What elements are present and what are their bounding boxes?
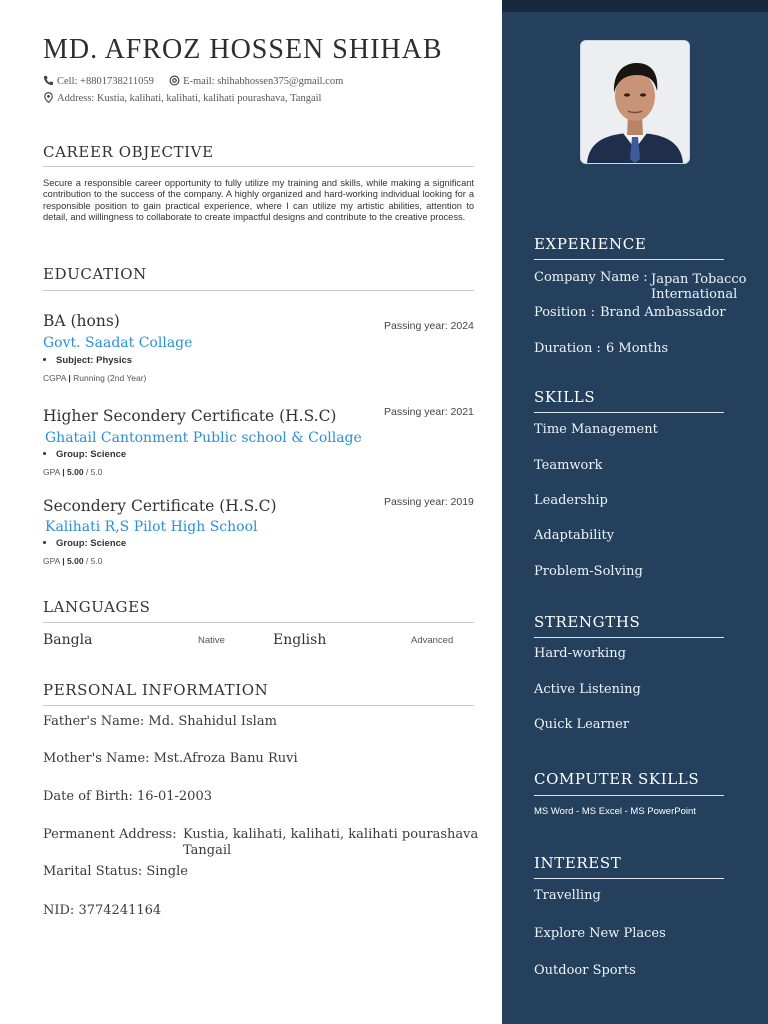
cell-label: Cell:: [57, 76, 78, 87]
skill-item: Teamwork: [534, 458, 603, 473]
position-label: Position :: [534, 305, 595, 320]
phone-icon: [43, 75, 54, 86]
position-value: Brand Ambassador: [600, 305, 726, 320]
contact-line: [43, 75, 343, 87]
education-degree: Higher Secondery Certificate (H.S.C): [43, 407, 337, 425]
computer-skills-text: MS Word - MS Excel - MS PowerPoint: [534, 806, 696, 817]
duration-label: Duration :: [534, 341, 601, 356]
education-passing-year: Passing year: 2024: [384, 320, 474, 332]
sidebar-top-strip: [502, 0, 768, 12]
company-line1: Japan Tobacco: [651, 272, 747, 287]
education-subject-text: Subject: Physics: [56, 355, 133, 366]
address-label: Address:: [57, 93, 95, 104]
skill-item: Leadership: [534, 493, 608, 508]
interest-title: INTEREST: [534, 854, 622, 872]
education-grade: GPA | 5.00 / 5.0: [43, 467, 103, 477]
permanent-address-line1: Kustia, kalihati, kalihati, kalihati pourashava: [183, 827, 479, 842]
language-level: Native: [198, 635, 225, 646]
nid-label: NID:: [43, 903, 75, 918]
bullet-dot: [43, 358, 46, 361]
bullet-dot: [43, 452, 46, 455]
education-grade: CGPA | Running (2nd Year): [43, 373, 147, 383]
email-value[interactable]: shihabhossen375@gmail.com: [217, 76, 344, 87]
father-name: Father's Name: Md. Shahidul Islam: [43, 714, 277, 729]
skill-item: Time Management: [534, 422, 658, 437]
interest-item: Outdoor Sports: [534, 963, 636, 978]
interest-item: Travelling: [534, 888, 601, 903]
divider: [43, 705, 474, 706]
education-passing-year: Passing year: 2021: [384, 406, 474, 418]
language-level: Advanced: [411, 635, 454, 646]
email-label: E-mail:: [183, 76, 215, 87]
experience-title: EXPERIENCE: [534, 235, 647, 253]
education-grade: GPA | 5.00 / 5.0: [43, 556, 103, 566]
career-objective-text: Secure a responsible career opportunity to fully utilize my training and skills, while making a significant contribution to the success of the company. A highly organized and hard-working individual looking for a responsible position to gain practical experience, where I can utilize my artistic abilities, attention to detail, and willingness to collaborate to create impactful designs and contribute to the creative process.: [43, 178, 474, 223]
skill-item: Adaptability: [534, 528, 615, 543]
grade-total: / 5.0: [85, 556, 103, 566]
divider: [43, 290, 474, 291]
education-passing-year: Passing year: 2019: [384, 496, 474, 508]
language-name: English: [273, 632, 327, 648]
duration-value: 6 Months: [606, 341, 669, 356]
grade-label: GPA: [43, 467, 60, 477]
education-subject: [43, 538, 126, 549]
grade-value: 5.00: [67, 467, 84, 477]
permanent-address-line2: Tangail: [183, 843, 232, 858]
nid: [43, 903, 161, 918]
education-institution: Govt. Saadat Collage: [43, 335, 193, 351]
language-name: Bangla: [43, 632, 93, 648]
grade-value: Running (2nd Year): [73, 373, 147, 383]
nid-value: 3774241164: [78, 903, 162, 918]
sidebar-divider: [534, 412, 724, 413]
interest-item: Explore New Places: [534, 926, 666, 941]
grade-value: 5.00: [67, 556, 84, 566]
strength-item: Active Listening: [534, 682, 641, 697]
profile-photo-illustration: [581, 41, 689, 163]
grade-total: / 5.0: [85, 467, 103, 477]
education-subject-text: Group: Science: [56, 538, 127, 549]
career-objective-title: CAREER OBJECTIVE: [43, 143, 214, 161]
languages-title: LANGUAGES: [43, 598, 151, 616]
education-subject: [43, 355, 132, 366]
strengths-title: STRENGTHS: [534, 613, 641, 631]
grade-label: GPA: [43, 556, 60, 566]
divider: [43, 622, 474, 623]
education-subject-text: Group: Science: [56, 449, 127, 460]
education-degree: BA (hons): [43, 312, 120, 330]
at-icon: [169, 75, 180, 86]
strength-item: Quick Learner: [534, 717, 630, 732]
computer-skills-title: COMPUTER SKILLS: [534, 770, 700, 788]
education-institution: Ghatail Cantonment Public school & Collage: [45, 430, 362, 446]
date-of-birth: Date of Birth: 16-01-2003: [43, 789, 212, 804]
cell-value: +8801738211059: [80, 76, 154, 87]
company-line2: International: [651, 287, 738, 302]
mother-name: Mother's Name: Mst.Afroza Banu Ruvi: [43, 751, 298, 766]
company-label: Company Name :: [534, 270, 648, 285]
sidebar-divider: [534, 259, 724, 260]
education-institution: Kalihati R,S Pilot High School: [45, 519, 258, 535]
sidebar-divider: [534, 795, 724, 796]
education-subject: [43, 449, 126, 460]
permanent-address-label: Permanent Address:: [43, 827, 177, 842]
location-pin-icon: [43, 92, 54, 103]
personal-info-title: PERSONAL INFORMATION: [43, 681, 269, 699]
sidebar-divider: [534, 637, 724, 638]
bullet-dot: [43, 541, 46, 544]
grade-label: CGPA: [43, 373, 66, 383]
candidate-name: MD. AFROZ HOSSEN SHIHAB: [43, 34, 443, 65]
sidebar-divider: [534, 878, 724, 879]
education-degree: Secondery Certificate (H.S.C): [43, 497, 277, 515]
divider: [43, 166, 474, 167]
education-title: EDUCATION: [43, 265, 147, 283]
address-line: [43, 92, 321, 104]
skill-item: Problem-Solving: [534, 564, 643, 579]
skills-title: SKILLS: [534, 388, 596, 406]
marital-status: Marital Status: Single: [43, 864, 188, 879]
profile-photo: [580, 40, 690, 164]
address-value: Kustia, kalihati, kalihati, kalihati pourashava, Tangail: [96, 93, 322, 104]
strength-item: Hard-working: [534, 646, 626, 661]
